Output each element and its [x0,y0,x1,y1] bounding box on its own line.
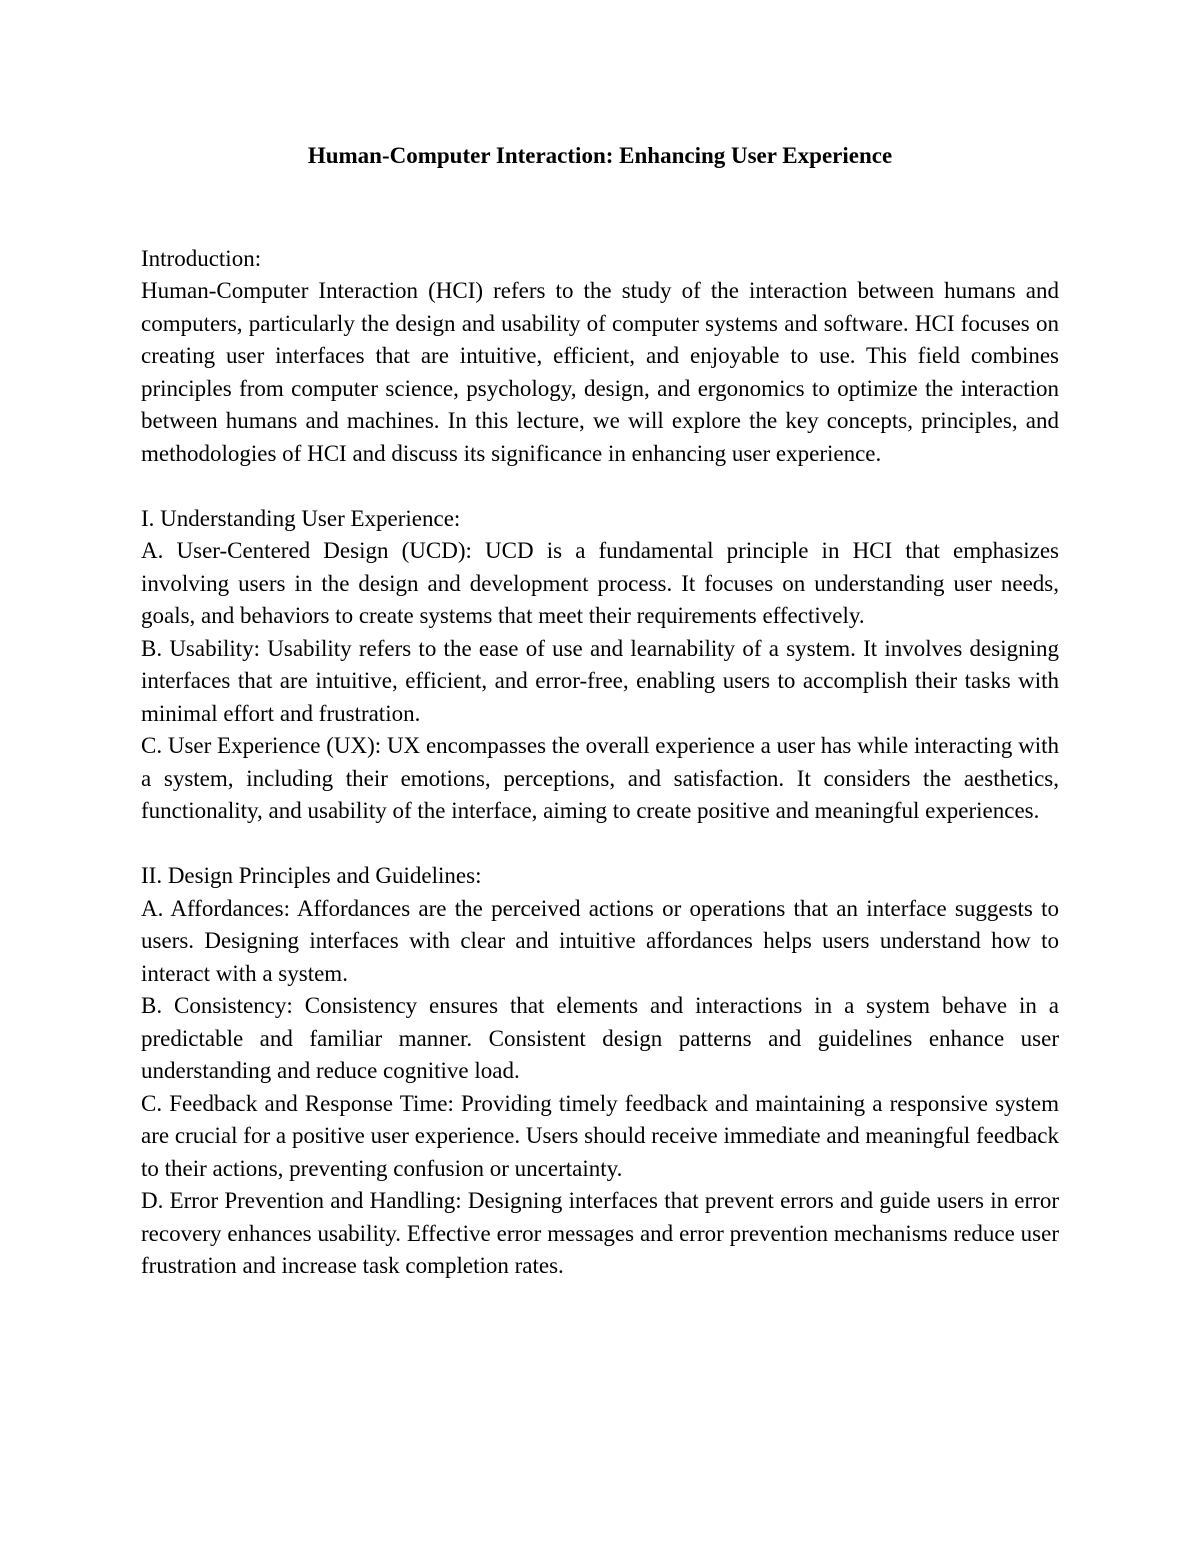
document-page [141,140,1059,1283]
section-spacer [141,828,1059,861]
section2-heading: II. Design Principles and Guidelines: [141,863,482,888]
section1-heading: I. Understanding User Experience: [141,505,461,531]
intro-paragraph: Human-Computer Interaction (HCI) refers to the study of the interaction between humans and computers, particularly the design and usability of computer systems and software. HCI focuses on creating user interfaces that are intuitive, efficient, and enjoyable to use. This field combines principles from computer science, psychology, design, and ergonomics to optimize the interaction between humans and machines. In this lecture, we will explore the key concepts, principles, and methodologies of HCI and discuss its significance in enhancing user experience. [141,278,1059,466]
section-spacer [141,470,1059,503]
section2-item-b: B. Consistency: Consistency ensures that elements and interactions in a system behave in a predictable and familiar manner. Consistent design patterns and guidelines enhance user understanding and reduce cognitive load. [141,993,1059,1083]
section2-item-a: A. Affordances: Affordances are the perceived actions or operations that an interface suggests to users. Designing interfaces with clear and intuitive affordances helps users understand how to interact with a system. [141,895,1059,986]
section2-item-d: D. Error Prevention and Handling: Designing interfaces that prevent errors and guide users in error recovery enhances usability. Effective error messages and error prevention mechanisms reduce user frustration and increase task completion rates. [141,1188,1059,1278]
document-title: Human-Computer Interaction: Enhancing User Experience [307,143,893,168]
section1-item-c: C. User Experience (UX): UX encompasses the overall experience a user has while interacting with a system, including their emotions, perceptions, and satisfaction. It considers the aesthetics, functionality, and usability of the interface, aiming to create positive and meaningful experiences. [141,733,1059,823]
section1-item-b: B. Usability: Usability refers to the ease of use and learnability of a system. It involves designing interfaces that are intuitive, efficient, and error-free, enabling users to accomplish their tasks with minimal effort and frustration. [141,635,1059,726]
section2-item-c: C. Feedback and Response Time: Providing timely feedback and maintaining a responsive system are crucial for a positive user experience. Users should receive immediate and meaningful feedback to their actions, preventing confusion or uncertainty. [141,1090,1059,1181]
title-spacer [141,173,1059,243]
intro-heading: Introduction: [141,245,262,271]
section1-item-a: A. User-Centered Design (UCD): UCD is a fundamental principle in HCI that emphasizes involving users in the design and development process. It focuses on understanding user needs, goals, and behaviors to create systems that meet their requirements effectively. [141,538,1059,628]
